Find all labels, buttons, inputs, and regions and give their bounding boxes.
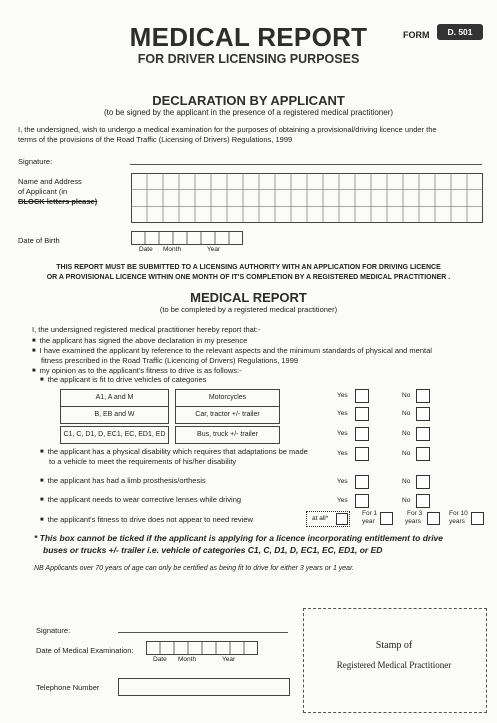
nb-note: NB Applicants over 70 years of age can only be certified as being fit to drive for either 3 years or 1 year. (34, 565, 355, 572)
for-10-label: For 10 (449, 510, 468, 517)
practitioner-signature-label: Signature: (36, 626, 71, 635)
exam-day-label: Date (153, 656, 167, 663)
yes-label-cat1: Yes (337, 392, 348, 399)
no-checkbox-cat2[interactable] (416, 407, 430, 421)
yes-label-cat2: Yes (337, 410, 348, 417)
yes-checkbox-cat1[interactable] (355, 389, 369, 403)
question-disability-2: to a vehicle to meet the requirements of his/her disability (49, 457, 237, 466)
report-intro: I, the undersigned registered medical practitioner hereby report that:- (32, 325, 261, 334)
name-address-grid[interactable] (131, 173, 483, 223)
for-3-label-b: years (405, 518, 421, 525)
declaration-text-2: terms of the provisions of the Road Traffic (Licensing of Drivers) Regulations, 1999 (18, 135, 293, 144)
for-10-years-checkbox[interactable] (471, 512, 484, 525)
category-desc-2: Car, tractor +/- trailer (175, 406, 280, 424)
footnote-line-2: buses or trucks +/- trailer i.e. vehicle of categories C1, C, D1, D, EC1, EC, ED1, or ED (43, 545, 383, 555)
no-label-cat2: No (402, 410, 411, 417)
form-code-badge: D. 501 (437, 24, 483, 40)
yes-label-disability: Yes (337, 450, 348, 457)
declaration-text-1: I, the undersigned, wish to undergo a medical examination for the purposes of obtaining a provisional/driving licence under the (18, 125, 437, 134)
practitioner-signature-line[interactable] (118, 632, 288, 633)
exam-date-label: Date of Medical Examination: (36, 646, 134, 655)
yes-checkbox-cat2[interactable] (355, 407, 369, 421)
category-desc-3: Bus, truck +/- trailer (175, 426, 280, 444)
no-label-disability: No (402, 450, 411, 457)
phone-field[interactable] (118, 678, 290, 696)
dob-year-label: Year (207, 246, 221, 253)
question-prosthesis: ■ the applicant has had a limb prosthesis/orthesis (40, 476, 206, 486)
declaration-heading: DECLARATION BY APPLICANT (152, 93, 345, 108)
no-checkbox-prosthesis[interactable] (416, 475, 430, 489)
yes-checkbox-disability[interactable] (355, 447, 369, 461)
yes-label-lenses: Yes (337, 497, 348, 504)
notice-line-1: THIS REPORT MUST BE SUBMITTED TO A LICENSING AUTHORITY WITH AN APPLICATION FOR DRIVING LICENCE (56, 264, 441, 271)
page-title: MEDICAL REPORT (129, 22, 368, 52)
bullet-signed: ■ the applicant has signed the above declaration in my presence (32, 336, 247, 346)
question-review: ■ the applicant's fitness to drive does not appear to need review (40, 515, 253, 525)
no-label-lenses: No (402, 497, 411, 504)
dob-label: Date of Birth (18, 236, 60, 245)
no-checkbox-cat1[interactable] (416, 389, 430, 403)
bullet-opinion: ■ my opinion as to the applicant's fitness to drive is as follows:- (32, 366, 242, 376)
yes-label-prosthesis: Yes (337, 478, 348, 485)
for-10-label-b: years (449, 518, 465, 525)
yes-checkbox-lenses[interactable] (355, 494, 369, 508)
dob-boxes[interactable] (131, 231, 243, 245)
notice-line-2: OR A PROVISIONAL LICENCE WITHIN ONE MONTH OF IT'S COMPLETION BY A REGISTERED MEDICAL PRACTITIONER . (46, 274, 451, 281)
name-address-label-1: Name and Address (18, 177, 82, 186)
bullet-examined: ■ I have examined the applicant by reference to the relevant aspects and the minimum standards of physical and mental (32, 346, 492, 356)
no-label-prosthesis: No (402, 478, 411, 485)
for-1-label-b: year (362, 518, 375, 525)
question-disability-1: ■ the applicant has a physical disability which requires that adaptations be made (40, 447, 308, 457)
at-all-checkbox[interactable] (336, 513, 348, 525)
bullet-examined-cont: fitness prescribed in the Road Traffic (Licencing of Drivers) Regulations, 1999 (41, 356, 299, 365)
footnote-line-1: * This box cannot be ticked if the applicant is applying for a licence incorporating entitlement to drive (34, 533, 444, 543)
category-code-3: C1, C, D1, D, EC1, EC, ED1, ED (60, 426, 169, 444)
report-heading: MEDICAL REPORT (190, 290, 307, 305)
category-desc-1: Motorcycles (175, 389, 280, 407)
no-checkbox-lenses[interactable] (416, 494, 430, 508)
category-code-1: A1, A and M (60, 389, 169, 407)
dob-day-label: Date (139, 246, 153, 253)
for-3-label: For 3 (407, 510, 423, 517)
yes-checkbox-prosthesis[interactable] (355, 475, 369, 489)
report-subheading: (to be completed by a registered medical practitioner) (159, 305, 338, 314)
exam-year-label: Year (222, 656, 236, 663)
question-lenses: ■ the applicant needs to wear corrective lenses while driving (40, 495, 241, 505)
no-checkbox-cat3[interactable] (416, 427, 430, 441)
for-1-label: For 1 (362, 510, 378, 517)
yes-checkbox-cat3[interactable] (355, 427, 369, 441)
declaration-subheading: (to be signed by the applicant in the presence of a registered medical practitioner) (103, 108, 394, 117)
applicant-signature-line[interactable] (130, 164, 482, 165)
page-subtitle: FOR DRIVER LICENSING PURPOSES (137, 52, 360, 66)
dob-month-label: Month (163, 246, 182, 253)
at-all-label: at all* (312, 515, 329, 522)
name-address-label-3: BLOCK letters please) (18, 197, 98, 206)
stamp-label-1: Stamp of (375, 640, 413, 651)
yes-label-cat3: Yes (337, 430, 348, 437)
name-address-label-2: of Applicant (in (18, 187, 68, 196)
no-checkbox-disability[interactable] (416, 447, 430, 461)
category-code-2: B, EB and W (60, 406, 169, 424)
signature-label: Signature: (18, 157, 53, 166)
stamp-label-2: Registered Medical Practitioner (336, 660, 452, 670)
for-1-year-checkbox[interactable] (380, 512, 393, 525)
phone-label: Telephone Number (36, 683, 100, 692)
no-label-cat1: No (402, 392, 411, 399)
bullet-fit-categories: ■ the applicant is fit to drive vehicles of categories (40, 375, 206, 385)
exam-date-boxes[interactable] (146, 641, 258, 655)
for-3-years-checkbox[interactable] (427, 512, 440, 525)
form-label: FORM (403, 30, 430, 40)
no-label-cat3: No (402, 430, 411, 437)
exam-month-label: Month (178, 656, 197, 663)
